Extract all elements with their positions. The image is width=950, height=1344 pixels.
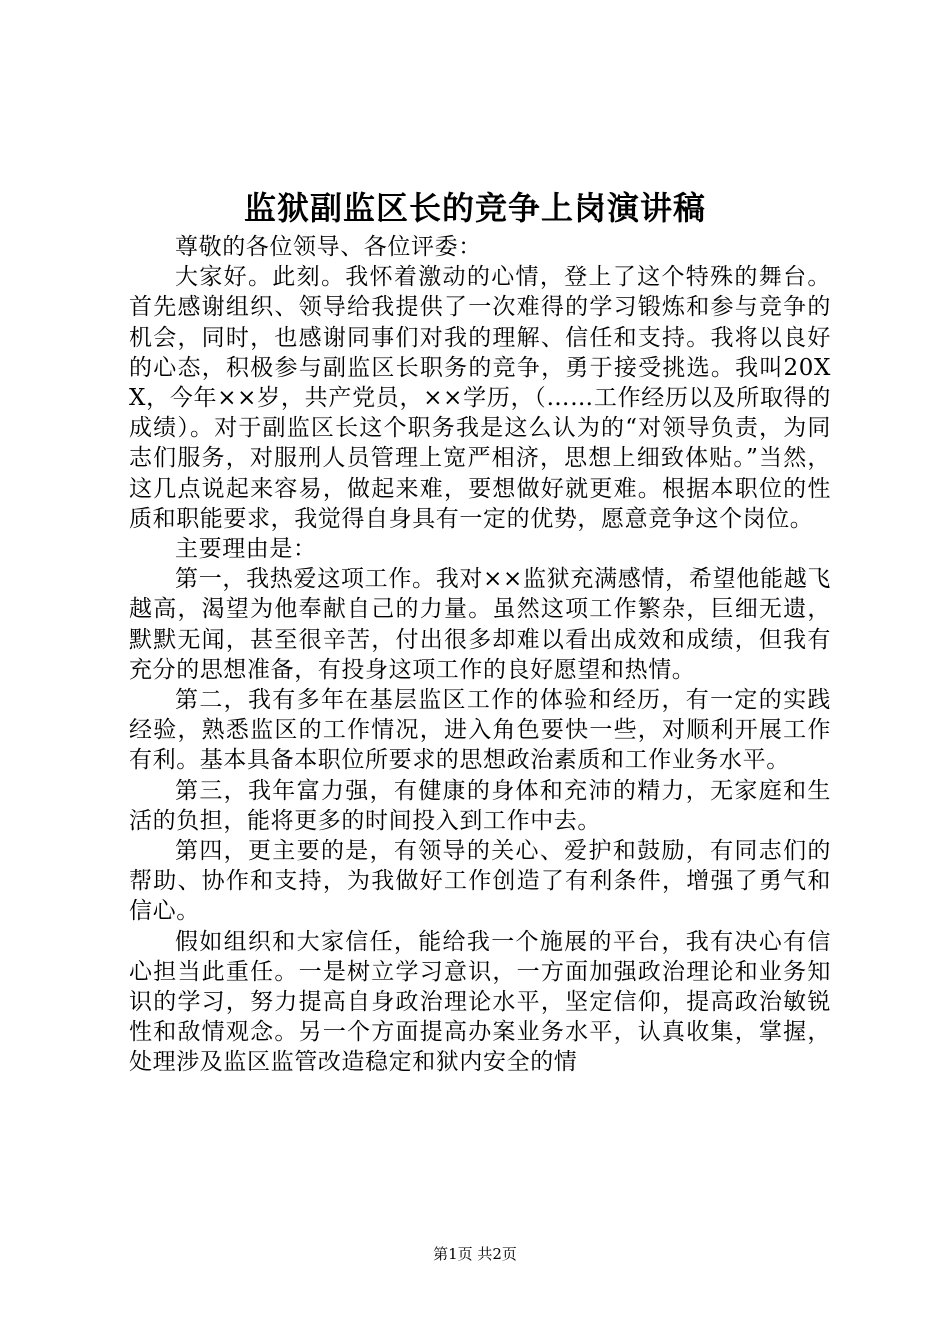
plan-paragraph: 假如组织和大家信任，能给我一个施展的平台，我有决心有信心担当此重任。一是树立学习意识，一方面加强政治理论和业务知识的学习，努力提高自身政治理论水平，坚定信仰，提高政治敏锐性和敌情观念。另一个方面提高办案业务水平，认真收集，掌握，处理涉及监区监管改造稳定和狱内安全的情 [129,928,831,1076]
salutation-paragraph: 尊敬的各位领导、各位评委： [175,234,482,260]
document-body [129,232,831,1078]
intro-paragraph: 大家好。此刻。我怀着激动的心情，登上了这个特殊的舞台。首先感谢组织、领导给我提供了一次难得的学习锻炼和参与竞争的机会，同时，也感谢同事们对我的理解、信任和支持。我将以良好的心态，积极参与副监区长职务的竞争，勇于接受挑选。我叫20XX，今年××岁，共产党员，××学历，（……工作经历以及所取得的成绩）。对于副监区长这个职务我是这么认为的“对领导负责，为同志们服务，对服刑人员管理上宽严相济，思想上细致体贴。”当然，这几点说起来容易，做起来难，要想做好就更难。根据本职位的性质和职能要求，我觉得自身具有一定的优势，愿意竞争这个岗位。 [129,264,831,532]
reason-three-paragraph: 第三，我年富力强，有健康的身体和充沛的精力，无家庭和生活的负担，能将更多的时间投入到工作中去。 [129,777,831,834]
reason-two-paragraph: 第二，我有多年在基层监区工作的体验和经历，有一定的实践经验，熟悉监区的工作情况，进入角色要快一些，对顺利开展工作有利。基本具备本职位所要求的思想政治素质和工作业务水平。 [129,687,831,774]
reason-four-paragraph: 第四，更主要的是，有领导的关心、爱护和鼓励，有同志们的帮助、协作和支持，为我做好工作创造了有利条件，增强了勇气和信心。 [129,838,831,925]
reasons-heading-paragraph: 主要理由是： [175,536,317,563]
document-title: 监狱副监区长的竞争上岗演讲稿 [243,189,706,227]
reason-one-paragraph: 第一，我热爱这项工作。我对××监狱充满感情，希望他能越飞越高，渴望为他奉献自己的力量。虽然这项工作繁杂，巨细无遗，默默无闻，甚至很辛苦，付出很多却难以看出成效和成绩，但我有充分的思想准备，有投身这项工作的良好愿望和热情。 [129,566,831,683]
page-footer: 第1页 共2页 [433,1245,517,1263]
